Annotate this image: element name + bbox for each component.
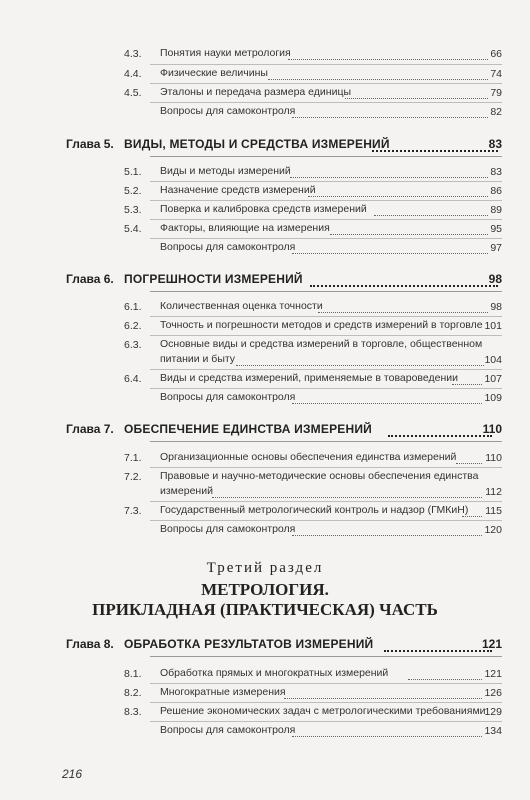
dot-leader [310,285,498,287]
separator [150,102,502,103]
dot-leader [290,177,488,178]
entry-title: Обработка прямых и многократных измерений [160,667,389,679]
separator [150,467,502,468]
entry-number: 6.2. [124,320,142,332]
entry-number: 8.3. [124,706,142,718]
entry-title: Понятия науки метрология [160,47,291,59]
separator [150,721,502,722]
entry-number: 8.1. [124,668,142,680]
chapter-label: Глава 5. [66,137,114,151]
entry-page: 129 [484,706,502,718]
entry-number: 6.4. [124,373,142,385]
entry-page: 134 [484,725,502,737]
dot-leader [374,215,488,216]
separator [150,702,502,703]
dot-leader [288,59,488,60]
entry-number: 5.3. [124,204,142,216]
entry-page: 97 [490,242,502,254]
entry-title: Организационные основы обеспечения единства измерений [160,451,457,463]
entry-title: Решение экономических задач с метрологическими требованиями [160,705,486,717]
entry-number: 4.4. [124,68,142,80]
entry-page: 112 [485,486,502,498]
entry-number: 8.2. [124,687,142,699]
entry-number: 6.1. [124,301,142,313]
entry-number: 5.4. [124,223,142,235]
chapter-label: Глава 6. [66,272,114,286]
entry-title: Виды и методы измерений [160,165,291,177]
entry-page: 115 [485,505,502,517]
dot-leader [388,435,492,437]
dot-leader [284,698,482,699]
separator [150,520,502,521]
separator [150,181,502,182]
chapter-page: 121 [481,637,502,651]
dot-leader [345,98,488,99]
chapter-title: ОБЕСПЕЧЕНИЕ ЕДИНСТВА ИЗМЕРЕНИЙ [124,422,372,436]
entry-page: 126 [484,687,502,699]
dot-leader [372,150,498,152]
chapter-page: 98 [488,272,502,286]
separator [150,441,502,442]
entry-page: 110 [485,452,502,464]
entry-page: 120 [484,524,502,536]
dot-leader [462,516,482,517]
page-number: 216 [62,767,83,781]
separator [150,388,502,389]
dot-leader [408,679,482,680]
entry-number: 5.2. [124,185,142,197]
separator [150,200,502,201]
entry-page: 104 [484,354,502,366]
entry-page: 121 [484,668,502,680]
section-label: Третий раздел [206,560,324,576]
entry-title: Вопросы для самоконтроля [160,391,296,403]
entry-title: Факторы, влияющие на измерения [160,222,330,234]
entry-number: 7.1. [124,452,142,464]
chapter-label: Глава 7. [66,422,114,436]
separator [150,156,502,157]
dot-leader [318,312,488,313]
separator [150,219,502,220]
chapter-label: Глава 8. [66,637,114,651]
entry-page: 86 [490,185,502,197]
chapter-title: ВИДЫ, МЕТОДЫ И СРЕДСТВА ИЗМЕРЕНИЙ [124,137,390,151]
separator [150,683,502,684]
entry-title: Вопросы для самоконтроля [160,241,296,253]
chapter-title: ПОГРЕШНОСТИ ИЗМЕРЕНИЙ [124,272,303,286]
chapter-page: 83 [488,137,502,151]
dot-leader [308,196,488,197]
entry-page: 66 [490,48,502,60]
entry-title: Количественная оценка точности [160,300,323,312]
dot-leader [292,535,482,536]
entry-page: 79 [490,87,502,99]
entry-page: 101 [484,320,502,332]
separator [150,291,502,292]
entry-title: Виды и средства измерений, применяемые в товароведении [160,372,458,384]
separator [150,83,502,84]
entry-number: 7.3. [124,505,142,517]
entry-title-continued: измерений [160,485,213,497]
entry-title-continued: питании и быту [160,353,236,365]
entry-number: 4.5. [124,87,142,99]
entry-title: Правовые и научно-методические основы обеспечения единства [160,470,479,482]
entry-title: Физические величины [160,67,268,79]
dot-leader [456,463,482,464]
entry-title: Основные виды и средства измерений в торговле, общественном [160,338,483,350]
entry-title: Эталоны и передача размера единицы [160,86,351,98]
entry-page: 74 [490,68,502,80]
chapter-page: 110 [482,422,502,436]
entry-title: Вопросы для самоконтроля [160,105,296,117]
entry-title: Точность и погрешности методов и средств измерений в торговле [160,319,483,331]
entry-title: Назначение средств измерений [160,184,316,196]
entry-number: 4.3. [124,48,142,60]
entry-page: 82 [490,106,502,118]
dot-leader [212,497,482,498]
separator [150,64,502,65]
dot-leader [268,79,488,80]
section-title-line1: МЕТРОЛОГИЯ. [201,580,329,599]
entry-page: 107 [484,373,502,385]
dot-leader [384,650,492,652]
dot-leader [236,365,484,366]
dot-leader [292,117,488,118]
entry-page: 109 [484,392,502,404]
dot-leader [292,736,482,737]
entry-page: 89 [490,204,502,216]
separator [150,501,502,502]
dot-leader [292,403,482,404]
separator [150,656,502,657]
separator [150,316,502,317]
separator [150,335,502,336]
entry-page: 83 [490,166,502,178]
chapter-title: ОБРАБОТКА РЕЗУЛЬТАТОВ ИЗМЕРЕНИЙ [124,637,374,651]
separator [150,369,502,370]
entry-title: Поверка и калибровка средств измерений [160,203,367,215]
entry-number: 6.3. [124,339,142,351]
section-title-line2: ПРИКЛАДНАЯ (ПРАКТИЧЕСКАЯ) ЧАСТЬ [92,600,438,619]
entry-number: 5.1. [124,166,142,178]
entry-page: 95 [490,223,502,235]
entry-number: 7.2. [124,471,142,483]
entry-title: Многократные измерения [160,686,286,698]
entry-title: Государственный метрологический контроль и надзор (ГМКиН) [160,504,469,516]
entry-title: Вопросы для самоконтроля [160,523,296,535]
entry-page: 98 [490,301,502,313]
entry-title: Вопросы для самоконтроля [160,724,296,736]
dot-leader [452,384,482,385]
separator [150,238,502,239]
dot-leader [330,234,488,235]
dot-leader [292,253,488,254]
